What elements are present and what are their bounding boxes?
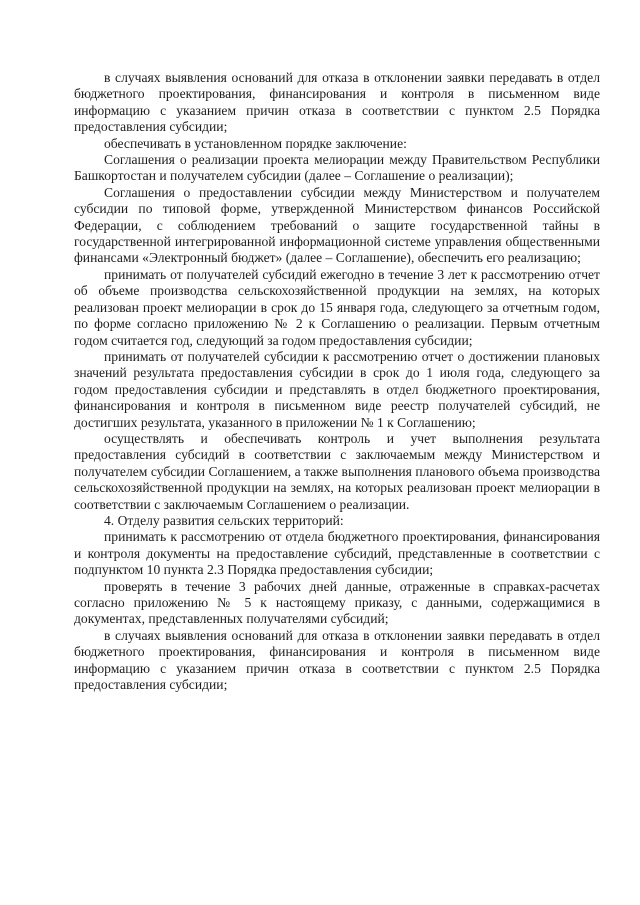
paragraph-ensure-conclusion: обеспечивать в установленном порядке заключение: [104,135,407,151]
paragraph-subsidy-agreement: Соглашения о предоставлении субсидии между Министерством и получателем субсидии по типовой форме, утвержденной Министерством финансов Российской Федерации, с соблюдением требований о защите государственной тайны в государственной интегрированной информационной системе управления общественными финансами «Электронный бюджет» (далее – Соглашение), обеспечить его реализацию; [74,184,600,266]
document-body [74,70,600,693]
paragraph-verify-data: проверять в течение 3 рабочих дней данные, отраженные в справках-расчетах согласно приложению № 5 к настоящему приказу, с данными, содержащимися в документах, представленных получателями субсидий; [74,578,600,627]
paragraph-section-4-heading: 4. Отделу развития сельских территорий: [104,512,344,528]
paragraph-rejection-info-2: в случаях выявления оснований для отказа в отклонении заявки передавать в отдел бюджетного проектирования, финансирования и контроля в письменном виде информацию с указанием причин отказа в соответствии с пунктом 2.5 Порядка предоставления субсидии; [74,627,600,693]
paragraph-rejection-info-1: в случаях выявления оснований для отказа в отклонении заявки передавать в отдел бюджетного проектирования, финансирования и контроля в письменном виде информацию с указанием причин отказа в соответствии с пунктом 2.5 Порядка предоставления субсидии; [74,70,600,135]
paragraph-accept-documents: принимать к рассмотрению от отдела бюджетного проектирования, финансирования и контроля документы на предоставление субсидий, представленные в соответствии с подпунктом 10 пункта 2.3 Порядка предоставления субсидии; [74,529,600,578]
paragraph-result-report: принимать от получателей субсидии к рассмотрению отчет о достижении плановых значений результата предоставления субсидии в срок до 1 июля года, следующего за годом предоставления субсидии и представлять в отдел бюджетного проектирования, финансирования и контроля в письменном виде реестр получателей субсидий, не достигших результата, указанного в приложении № 1 к Соглашению; [74,348,600,430]
paragraph-implementation-agreement: Соглашения о реализации проекта мелиорации между Правительством Республики Башкортостан и получателем субсидии (далее – Соглашение о реализации); [74,152,600,184]
paragraph-production-report: принимать от получателей субсидий ежегодно в течение 3 лет к рассмотрению отчет об объеме производства сельскохозяйственной продукции на землях, на которых реализован проект мелиорации в срок до 15 января года, следующего за отчетным годом, по форме согласно приложению № 2 к Соглашению о реализации. Первым отчетным годом считается год, следующий за годом предоставления субсидии; [74,266,600,348]
paragraph-control-and-accounting: осуществлять и обеспечивать контроль и учет выполнения результата предоставления субсидий в соответствии с заключаемым между Министерством и получателем субсидии Соглашением, а также выполнения планового объема производства сельскохозяйственной продукции на землях, на которых реализован проект мелиорации в соответствии с заключаемым Соглашением о реализации. [74,430,600,512]
